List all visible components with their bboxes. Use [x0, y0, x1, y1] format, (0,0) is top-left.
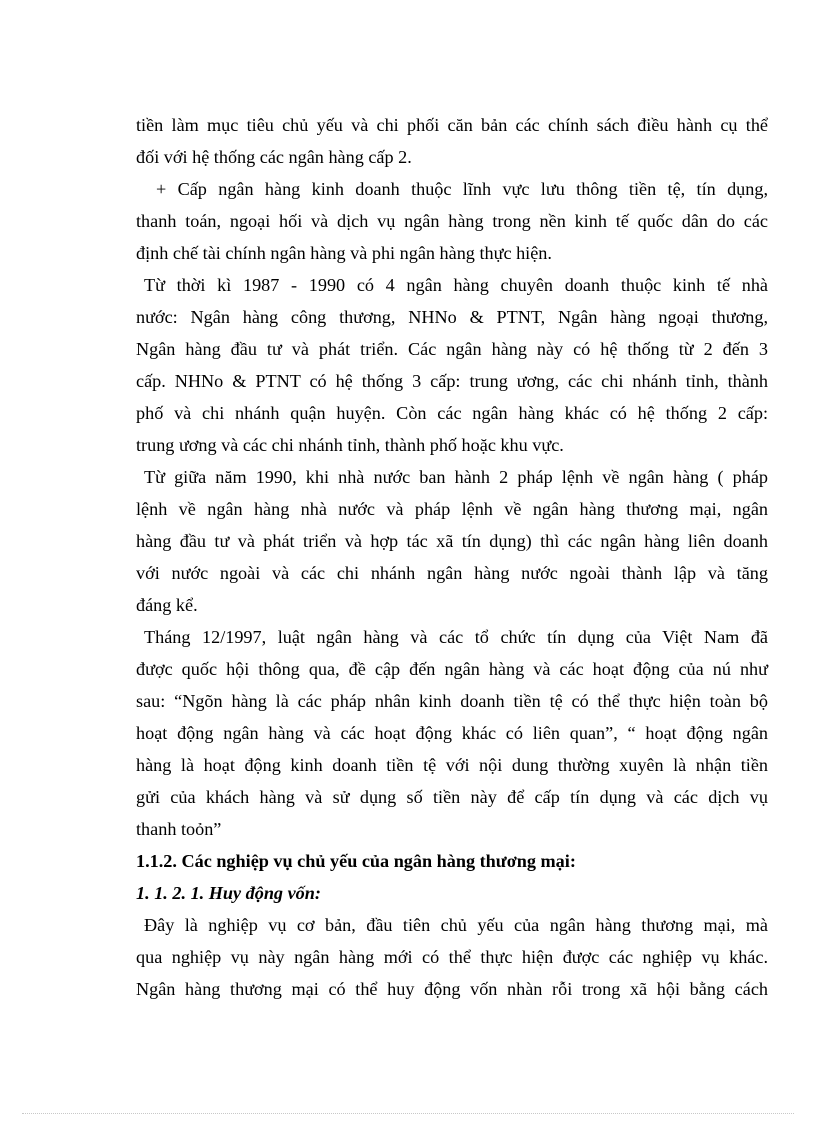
text-line: được quốc hội thông qua, đề cập đến ngân hàng và các hoạt động của nú như	[136, 659, 768, 679]
text-line: thanh toỏn”	[136, 819, 222, 839]
text-line: tiền làm mục tiêu chủ yếu và chi phối căn bản các chính sách điều hành cụ thể	[136, 115, 768, 135]
text-line: nước: Ngân hàng công thương, NHNo & PTNT, Ngân hàng ngoại thương,	[136, 307, 768, 327]
section-heading: 1. 1. 2. 1. Huy động vốn:	[136, 883, 321, 903]
text-line: trung ương và các chi nhánh tỉnh, thành phố hoặc khu vực.	[136, 435, 564, 455]
text-line: Từ thời kì 1987 - 1990 có 4 ngân hàng chuyên doanh thuộc kinh tế nhà	[144, 275, 768, 295]
page-bottom-divider	[22, 1113, 794, 1114]
text-line: Đây là nghiệp vụ cơ bản, đầu tiên chủ yếu của ngân hàng thương mại, mà	[144, 915, 768, 935]
text-line: hàng là hoạt động kinh doanh tiền tệ với nội dung thường xuyên là nhận tiền	[136, 755, 768, 775]
text-line: với nước ngoài và các chi nhánh ngân hàng nước ngoài thành lập và tăng	[136, 563, 768, 583]
text-line: định chế tài chính ngân hàng và phi ngân hàng thực hiện.	[136, 243, 552, 263]
document-page	[136, 109, 768, 1005]
text-line: đối với hệ thống các ngân hàng cấp 2.	[136, 147, 412, 167]
text-line: thanh toán, ngoại hối và dịch vụ ngân hàng trong nền kinh tế quốc dân do các	[136, 211, 768, 231]
text-line: hàng đầu tư và phát triển và hợp tác xã tín dụng) thì các ngân hàng liên doanh	[136, 531, 768, 551]
text-line: Ngân hàng đầu tư và phát triển. Các ngân hàng này có hệ thống từ 2 đến 3	[136, 339, 768, 359]
text-line: đáng kể.	[136, 595, 198, 615]
section-heading: 1.1.2. Các nghiệp vụ chủ yếu của ngân hàng thương mại:	[136, 851, 576, 871]
document-body	[136, 109, 768, 1005]
text-line: sau: “Ngõn hàng là các pháp nhân kinh doanh tiền tệ có thể thực hiện toàn bộ	[136, 691, 768, 711]
text-line: Tháng 12/1997, luật ngân hàng và các tổ chức tín dụng của Việt Nam đã	[144, 627, 768, 647]
text-line: + Cấp ngân hàng kinh doanh thuộc lĩnh vực lưu thông tiền tệ, tín dụng,	[156, 179, 768, 199]
text-line: Ngân hàng thương mại có thể huy động vốn nhàn rỗi trong xã hội bằng cách	[136, 979, 768, 999]
text-line: phố và chi nhánh quận huyện. Còn các ngân hàng khác có hệ thống 2 cấp:	[136, 403, 768, 423]
text-line: cấp. NHNo & PTNT có hệ thống 3 cấp: trung ương, các chi nhánh tỉnh, thành	[136, 371, 768, 391]
text-line: hoạt động ngân hàng và các hoạt động khác có liên quan”, “ hoạt động ngân	[136, 723, 768, 743]
text-line: Từ giữa năm 1990, khi nhà nước ban hành 2 pháp lệnh về ngân hàng ( pháp	[144, 467, 768, 487]
text-line: lệnh về ngân hàng nhà nước và pháp lệnh về ngân hàng thương mại, ngân	[136, 499, 768, 519]
text-line: qua nghiệp vụ này ngân hàng mới có thể thực hiện được các nghiệp vụ khác.	[136, 947, 768, 967]
text-line: gửi của khách hàng và sử dụng số tiền này để cấp tín dụng và các dịch vụ	[136, 787, 768, 807]
